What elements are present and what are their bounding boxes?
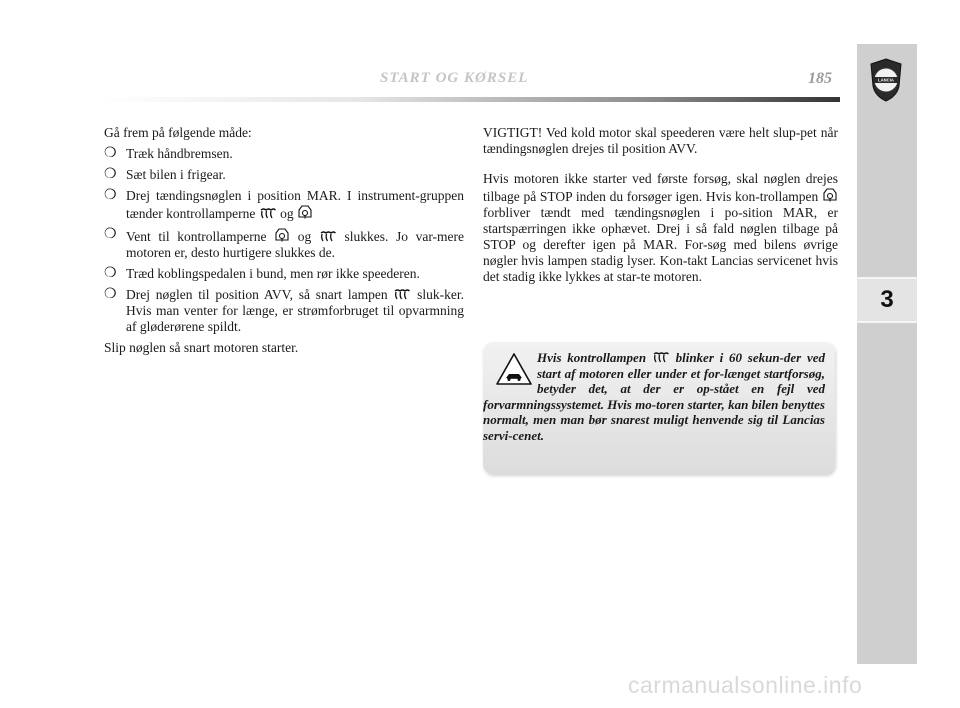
- lancia-logo-icon: [869, 58, 903, 102]
- list-item-text: sluk-ker. Hvis man venter for længe, er strømforbruget til opvarmning af gløderørene spildt.: [126, 287, 465, 334]
- warning-triangle-icon: [495, 352, 533, 386]
- intro-text: Gå frem på følgende måde:: [104, 125, 252, 140]
- list-item-text: Drej nøglen til position AVV, så snart lampen: [126, 287, 388, 302]
- right-column: [483, 125, 838, 285]
- list-item-text: Træk håndbremsen.: [126, 146, 233, 161]
- glow-plug-icon: [393, 289, 411, 301]
- bullet-circle-icon: ❍: [104, 227, 117, 242]
- warning-box: [483, 342, 835, 474]
- page-number: 185: [808, 70, 832, 87]
- important-note: VIGTIGT! Ved kold motor skal speederen være helt slup-pet når tændingsnøglen drejes til position AVV.: [483, 125, 838, 156]
- immobilizer-icon: [822, 187, 838, 203]
- list-item-text: Træd koblingspedalen i bund, men rør ikke speederen.: [126, 266, 420, 281]
- list-item: [104, 266, 464, 282]
- list-item: [104, 227, 464, 261]
- section-title: START OG KØRSEL: [380, 70, 529, 86]
- bullet-circle-icon: ❍: [104, 167, 117, 182]
- list-item-text: Vent til kontrollamperne: [126, 229, 267, 244]
- immobilizer-icon: [274, 227, 290, 243]
- list-item-text: Sæt bilen i frigear.: [126, 167, 226, 182]
- warning-text: [483, 350, 825, 443]
- warning-text-part: Hvis kontrollampen: [537, 350, 647, 365]
- list-item: [104, 167, 464, 183]
- bullet-circle-icon: ❍: [104, 146, 117, 161]
- list-item: [104, 188, 464, 222]
- watermark: carmanualsonline.info: [628, 672, 863, 698]
- list-item: [104, 146, 464, 162]
- list-item-text: Drej tændingsnøglen i position MAR. I instrument-gruppen tænder kontrollamperne: [126, 188, 464, 221]
- bullet-circle-icon: ❍: [104, 266, 117, 281]
- list-item-text: slukkes. Jo var-mere motoren er, desto hurtigere slukkes de.: [126, 229, 465, 260]
- closing-text: Slip nøglen så snart motoren starter.: [104, 340, 299, 355]
- glow-plug-icon: [259, 208, 277, 220]
- list-item-text: og: [297, 229, 312, 244]
- bullet-circle-icon: ❍: [104, 287, 117, 302]
- chapter-sidebar: [857, 44, 917, 664]
- restart-instructions: [483, 171, 838, 285]
- header-divider: [100, 97, 840, 102]
- warning-text-part: blinker i 60 sekun-der ved start af motoren eller under et for-længet startforsøg, betyder det, at der er op-stået en fejl ved forvarmningssystemet. Hvis mo-toren starter, kan bilen benyttes normalt, men man bør snarest muligt henvende sig til Lancias servi-cenet.: [483, 350, 826, 443]
- steps-list: [104, 146, 464, 335]
- paragraph-text: forbliver tændt med tændingsnøglen i po-sition MAR, er startspærringen ikke ophævet. Drej i så fald nøglen tilbage på STOP og derefter igen på MAR. For-søg med bilens øvrige nøgler hvis lampen stadig lyser. Kon-takt Lancias servicenet hvis det stadig ikke lykkes at star-te motoren.: [483, 205, 838, 284]
- immobilizer-icon: [297, 204, 313, 220]
- chapter-number: 3: [857, 277, 917, 323]
- glow-plug-icon: [652, 352, 670, 364]
- paragraph-text: Hvis motoren ikke starter ved første forsøg, skal nøglen drejes tilbage på STOP inden du forsøger igen. Hvis kon-trollampen: [483, 171, 838, 204]
- logo-text: LANCIA: [878, 77, 894, 83]
- glow-plug-icon: [319, 231, 337, 243]
- bullet-circle-icon: ❍: [104, 188, 117, 203]
- left-column: [104, 125, 464, 356]
- list-item-text: og: [280, 206, 294, 221]
- list-item: [104, 287, 464, 335]
